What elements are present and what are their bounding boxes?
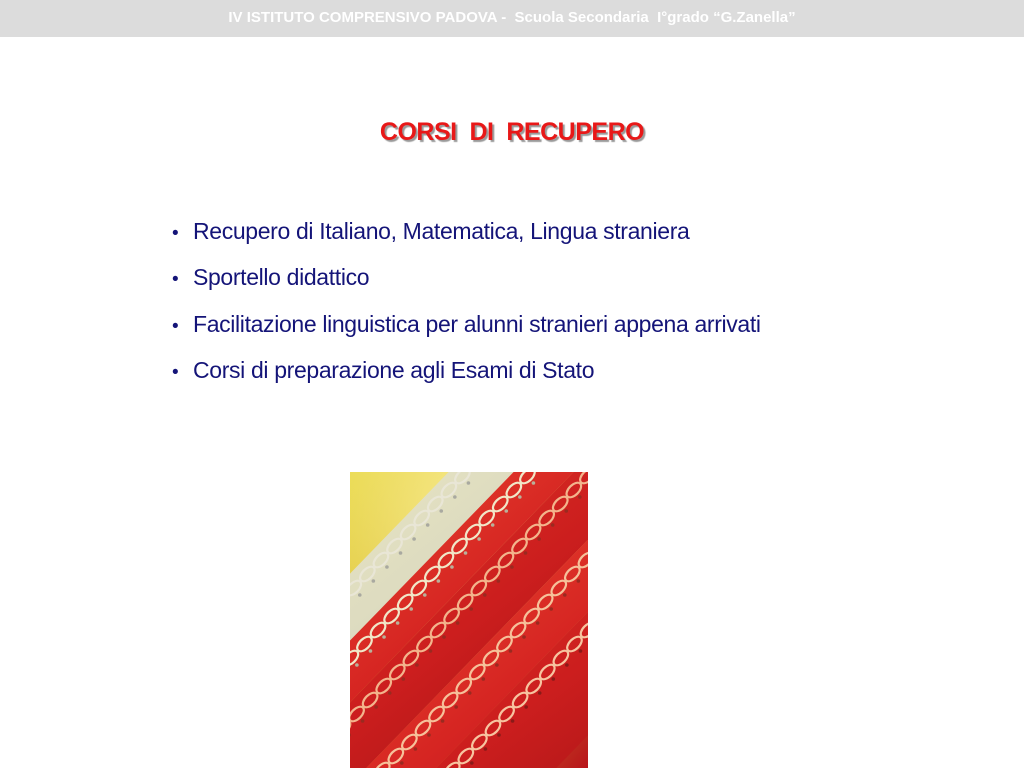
binding-hole bbox=[497, 733, 501, 737]
binding-hole bbox=[497, 579, 501, 583]
binding-hole bbox=[355, 663, 359, 667]
binding-hole bbox=[414, 747, 418, 751]
binding-hole bbox=[464, 551, 468, 555]
bullet-text: Recupero di Italiano, Matematica, Lingua straniera bbox=[193, 218, 690, 244]
binding-hole bbox=[578, 495, 582, 499]
binding-hole bbox=[536, 621, 540, 625]
binding-hole bbox=[468, 691, 472, 695]
binding-hole bbox=[524, 705, 528, 709]
binding-hole bbox=[483, 593, 487, 597]
binding-hole bbox=[477, 537, 481, 541]
slide-title: CORSI DI RECUPERO bbox=[379, 118, 645, 146]
binding-hole bbox=[509, 649, 513, 653]
bullet-icon: • bbox=[172, 223, 179, 244]
binding-hole bbox=[453, 495, 457, 499]
bullet-text: Sportello didattico bbox=[193, 264, 370, 291]
binding-hole bbox=[429, 649, 433, 653]
binding-hole bbox=[467, 481, 471, 485]
binding-hole bbox=[511, 719, 515, 723]
binding-hole bbox=[396, 621, 400, 625]
binding-hole bbox=[563, 593, 567, 597]
binding-hole bbox=[412, 537, 416, 541]
binding-hole bbox=[491, 523, 495, 527]
binding-hole bbox=[549, 607, 553, 611]
binding-hole bbox=[442, 635, 446, 639]
binding-hole bbox=[374, 705, 378, 709]
bullet-icon: • bbox=[172, 315, 179, 337]
binding-hole bbox=[510, 565, 514, 569]
bullet-item bbox=[172, 264, 761, 310]
binding-hole bbox=[385, 565, 389, 569]
binding-hole bbox=[454, 705, 458, 709]
header-bar bbox=[0, 0, 1024, 37]
binding-hole bbox=[402, 677, 406, 681]
binding-hole bbox=[441, 719, 445, 723]
spiral-notebooks-photo bbox=[350, 472, 588, 768]
binding-hole bbox=[426, 523, 430, 527]
binding-hole bbox=[439, 509, 443, 513]
binding-hole bbox=[482, 677, 486, 681]
binding-hole bbox=[358, 593, 362, 597]
binding-hole bbox=[565, 663, 569, 667]
binding-hole bbox=[409, 607, 413, 611]
binding-hole bbox=[450, 565, 454, 569]
bullet-text: Corsi di preparazione agli Esami di Stato bbox=[193, 356, 595, 383]
binding-hole bbox=[524, 551, 528, 555]
header-text: IV ISTITUTO COMPRENSIVO PADOVA - Scuola Secondaria I°grado “G.Zanella” bbox=[228, 9, 796, 26]
bullet-list bbox=[172, 218, 761, 403]
binding-hole bbox=[456, 621, 460, 625]
binding-hole bbox=[532, 481, 536, 485]
binding-hole bbox=[372, 579, 376, 583]
binding-hole bbox=[537, 537, 541, 541]
binding-hole bbox=[399, 551, 403, 555]
bullet-item bbox=[172, 357, 761, 403]
binding-hole bbox=[484, 747, 488, 751]
binding-hole bbox=[579, 649, 583, 653]
bullet-icon: • bbox=[172, 361, 179, 383]
binding-hole bbox=[577, 579, 581, 583]
binding-hole bbox=[504, 509, 508, 513]
binding-hole bbox=[564, 509, 568, 513]
binding-hole bbox=[552, 677, 556, 681]
binding-hole bbox=[538, 691, 542, 695]
bullet-icon: • bbox=[172, 269, 179, 291]
binding-hole bbox=[495, 663, 499, 667]
binding-hole bbox=[469, 607, 473, 611]
binding-hole bbox=[551, 523, 555, 527]
bullet-item bbox=[172, 311, 761, 357]
bullet-item bbox=[172, 218, 761, 264]
binding-hole bbox=[400, 761, 404, 765]
binding-hole bbox=[427, 733, 431, 737]
bullet-text: Facilitazione linguistica per alunni stranieri appena arrivati bbox=[193, 310, 761, 337]
binding-hole bbox=[522, 635, 526, 639]
binding-hole bbox=[388, 691, 392, 695]
binding-hole bbox=[470, 761, 474, 765]
binding-hole bbox=[423, 593, 427, 597]
binding-hole bbox=[369, 649, 373, 653]
binding-hole bbox=[361, 719, 365, 723]
binding-hole bbox=[518, 495, 522, 499]
binding-hole bbox=[415, 663, 419, 667]
binding-hole bbox=[382, 635, 386, 639]
binding-hole bbox=[437, 579, 441, 583]
